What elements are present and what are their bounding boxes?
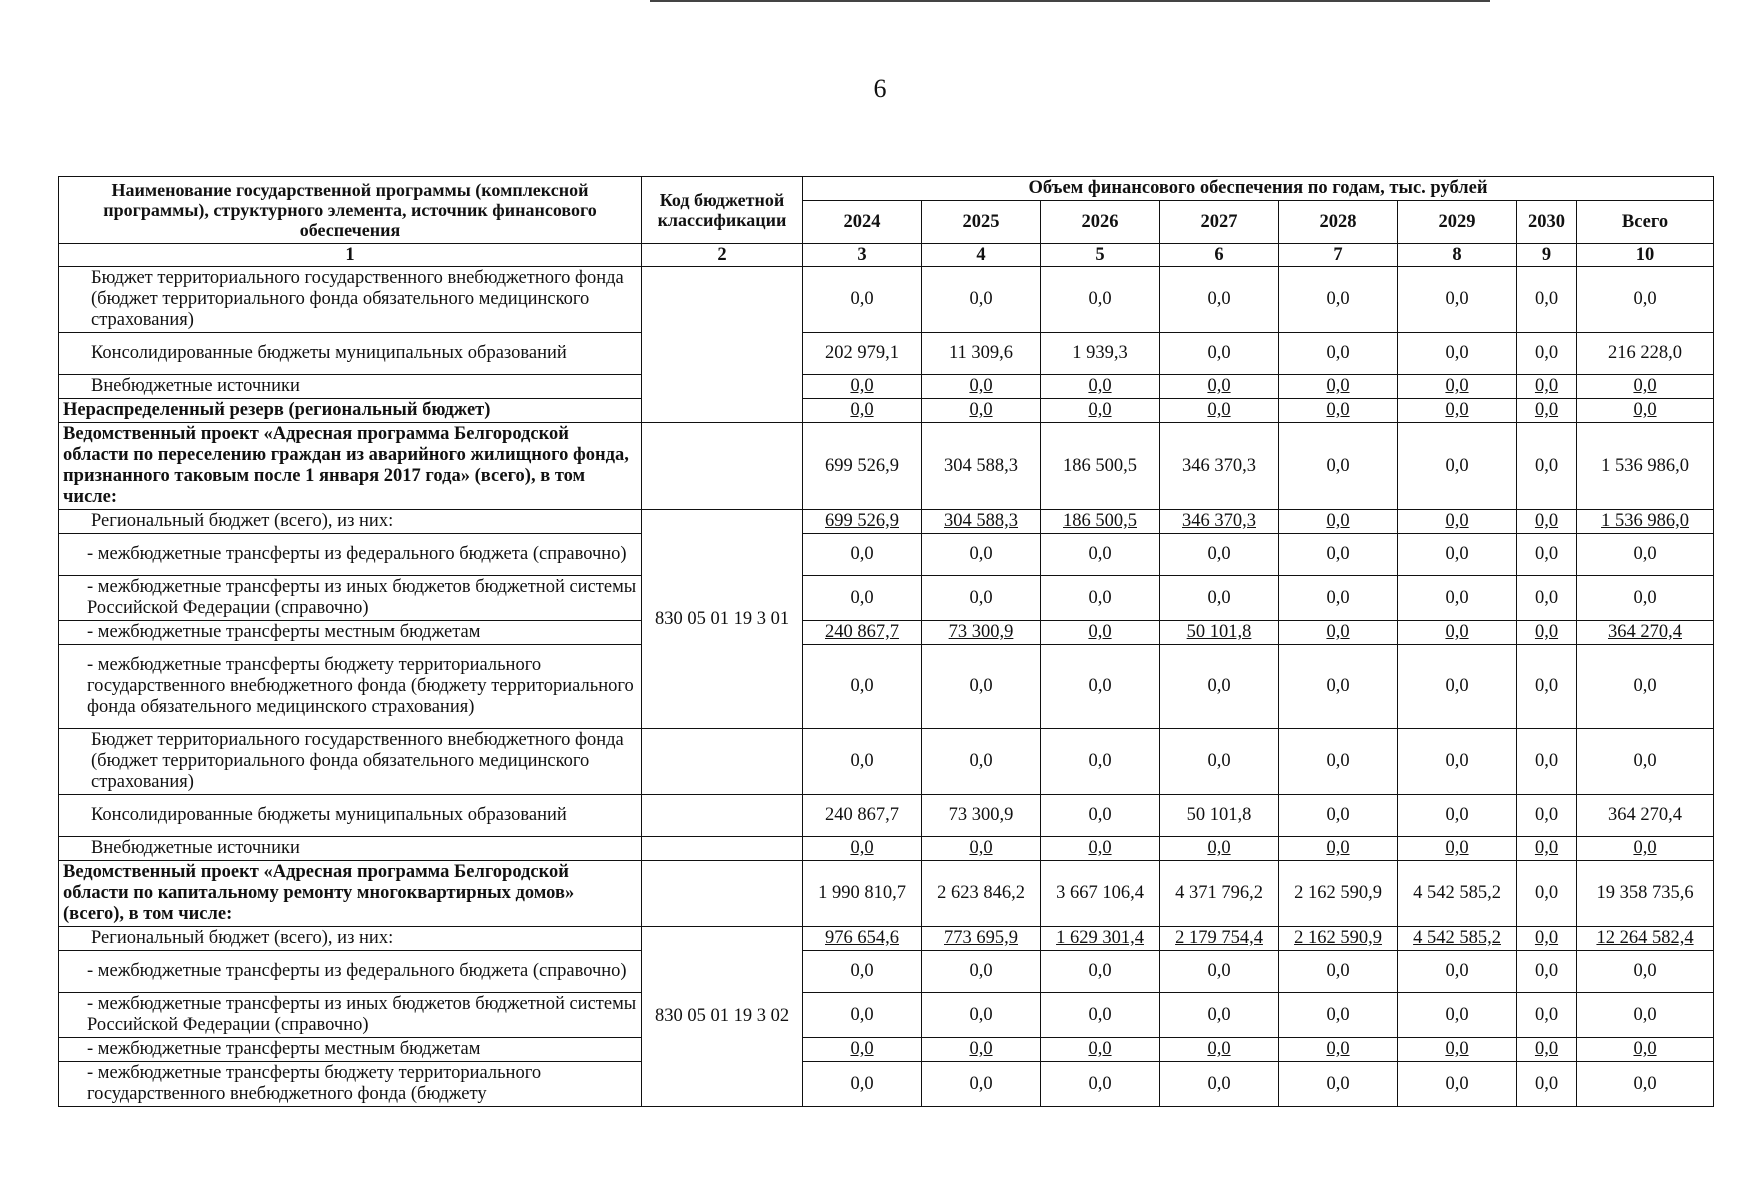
value-cell: 0,0 <box>1398 951 1517 993</box>
budget-code <box>642 267 803 423</box>
value-cell: 304 588,3 <box>922 423 1041 510</box>
column-number: 9 <box>1517 244 1577 267</box>
value-cell: 0,0 <box>1160 267 1279 333</box>
value-cell: 19 358 735,6 <box>1577 861 1714 927</box>
value-cell: 0,0 <box>1577 534 1714 576</box>
value-cell: 0,0 <box>803 993 922 1038</box>
budget-code <box>642 795 803 837</box>
value-cell: 1 536 986,0 <box>1577 510 1714 534</box>
value-cell: 0,0 <box>1041 645 1160 729</box>
budget-code <box>642 837 803 861</box>
value-cell: 2 623 846,2 <box>922 861 1041 927</box>
value-cell: 202 979,1 <box>803 333 922 375</box>
value-cell: 0,0 <box>1517 375 1577 399</box>
row-name: Ведомственный проект «Адресная программа Белгородской области по капитальному ремонту многоквартирных домов» (всего), в том числе: <box>59 861 642 927</box>
value-cell: 0,0 <box>1279 993 1398 1038</box>
value-cell: 1 990 810,7 <box>803 861 922 927</box>
value-cell: 0,0 <box>1398 795 1517 837</box>
value-cell: 0,0 <box>922 375 1041 399</box>
budget-code: 830 05 01 19 3 02 <box>642 927 803 1107</box>
value-cell: 0,0 <box>1577 375 1714 399</box>
value-cell: 0,0 <box>922 729 1041 795</box>
value-cell: 0,0 <box>1398 375 1517 399</box>
header-year: 2027 <box>1160 201 1279 244</box>
value-cell: 0,0 <box>803 645 922 729</box>
table-row <box>59 576 1714 621</box>
value-cell: 0,0 <box>1041 1038 1160 1062</box>
budget-code: 830 05 01 19 3 01 <box>642 510 803 729</box>
value-cell: 0,0 <box>1398 333 1517 375</box>
value-cell: 186 500,5 <box>1041 510 1160 534</box>
value-cell: 0,0 <box>1279 729 1398 795</box>
value-cell: 346 370,3 <box>1160 423 1279 510</box>
value-cell: 0,0 <box>1279 510 1398 534</box>
value-cell: 0,0 <box>1398 621 1517 645</box>
value-cell: 0,0 <box>1577 576 1714 621</box>
table-row <box>59 951 1714 993</box>
value-cell: 12 264 582,4 <box>1577 927 1714 951</box>
value-cell: 0,0 <box>1517 333 1577 375</box>
value-cell: 1 629 301,4 <box>1041 927 1160 951</box>
value-cell: 0,0 <box>1160 1038 1279 1062</box>
table-row <box>59 837 1714 861</box>
value-cell: 0,0 <box>1279 621 1398 645</box>
value-cell: 0,0 <box>1160 837 1279 861</box>
value-cell: 50 101,8 <box>1160 795 1279 837</box>
header-name: Наименование государственной программы (комплексной программы), структурного элемента, источник финансового обеспечения <box>59 177 642 244</box>
value-cell: 0,0 <box>1517 621 1577 645</box>
value-cell: 0,0 <box>803 837 922 861</box>
value-cell: 0,0 <box>803 951 922 993</box>
value-cell: 0,0 <box>803 1062 922 1107</box>
table-row <box>59 1038 1714 1062</box>
header-year: 2026 <box>1041 201 1160 244</box>
value-cell: 0,0 <box>1279 576 1398 621</box>
value-cell: 0,0 <box>1041 399 1160 423</box>
value-cell: 240 867,7 <box>803 795 922 837</box>
value-cell: 0,0 <box>1398 729 1517 795</box>
value-cell: 0,0 <box>1398 1038 1517 1062</box>
value-cell: 0,0 <box>1041 375 1160 399</box>
value-cell: 2 162 590,9 <box>1279 861 1398 927</box>
table-row <box>59 333 1714 375</box>
table-row <box>59 621 1714 645</box>
value-cell: 0,0 <box>1041 993 1160 1038</box>
value-cell: 346 370,3 <box>1160 510 1279 534</box>
column-number: 1 <box>59 244 642 267</box>
value-cell: 976 654,6 <box>803 927 922 951</box>
table-row <box>59 267 1714 333</box>
table-row <box>59 795 1714 837</box>
value-cell: 364 270,4 <box>1577 795 1714 837</box>
value-cell: 186 500,5 <box>1041 423 1160 510</box>
value-cell: 0,0 <box>1041 951 1160 993</box>
value-cell: 0,0 <box>1160 951 1279 993</box>
table-row <box>59 375 1714 399</box>
value-cell: 0,0 <box>1279 534 1398 576</box>
header-year: 2025 <box>922 201 1041 244</box>
value-cell: 0,0 <box>1279 795 1398 837</box>
value-cell: 0,0 <box>1398 267 1517 333</box>
value-cell: 0,0 <box>922 993 1041 1038</box>
value-cell: 0,0 <box>1517 1038 1577 1062</box>
value-cell: 73 300,9 <box>922 795 1041 837</box>
value-cell: 0,0 <box>1279 951 1398 993</box>
row-name: - межбюджетные трансферты бюджету территориального государственного внебюджетного фонда (бюджету <box>59 1062 642 1107</box>
row-name: Нераспределенный резерв (региональный бюджет) <box>59 399 642 423</box>
value-cell: 0,0 <box>1398 1062 1517 1107</box>
table-row <box>59 510 1714 534</box>
value-cell: 0,0 <box>1517 576 1577 621</box>
value-cell: 0,0 <box>803 375 922 399</box>
scan-artifact-line <box>650 0 1490 2</box>
value-cell: 0,0 <box>1279 1038 1398 1062</box>
column-number: 10 <box>1577 244 1714 267</box>
value-cell: 0,0 <box>1398 423 1517 510</box>
value-cell: 240 867,7 <box>803 621 922 645</box>
value-cell: 4 371 796,2 <box>1160 861 1279 927</box>
value-cell: 0,0 <box>922 534 1041 576</box>
header-funding: Объем финансового обеспечения по годам, тыс. рублей <box>803 177 1714 201</box>
value-cell: 0,0 <box>1160 375 1279 399</box>
row-name: - межбюджетные трансферты местным бюджетам <box>59 1038 642 1062</box>
value-cell: 0,0 <box>1398 399 1517 423</box>
value-cell: 0,0 <box>1517 795 1577 837</box>
value-cell: 0,0 <box>1279 375 1398 399</box>
value-cell: 0,0 <box>1398 837 1517 861</box>
value-cell: 0,0 <box>1517 729 1577 795</box>
header-year: 2028 <box>1279 201 1398 244</box>
table-header <box>59 177 1714 267</box>
row-name: Внебюджетные источники <box>59 837 642 861</box>
value-cell: 0,0 <box>1160 399 1279 423</box>
value-cell: 0,0 <box>1577 1038 1714 1062</box>
row-name: - межбюджетные трансферты местным бюджетам <box>59 621 642 645</box>
table-row <box>59 399 1714 423</box>
value-cell: 0,0 <box>1398 993 1517 1038</box>
value-cell: 0,0 <box>1577 837 1714 861</box>
value-cell: 0,0 <box>1279 1062 1398 1107</box>
value-cell: 0,0 <box>1577 645 1714 729</box>
value-cell: 0,0 <box>1041 795 1160 837</box>
row-name: - межбюджетные трансферты из иных бюджетов бюджетной системы Российской Федерации (справочно) <box>59 993 642 1038</box>
row-name: Ведомственный проект «Адресная программа Белгородской области по переселению граждан из аварийного жилищного фонда, признанного таковым после 1 января 2017 года» (всего), в том числе: <box>59 423 642 510</box>
row-name: - межбюджетные трансферты из федерального бюджета (справочно) <box>59 534 642 576</box>
row-name: Бюджет территориального государственного внебюджетного фонда (бюджет территориального фонда обязательного медицинского страхования) <box>59 729 642 795</box>
value-cell: 773 695,9 <box>922 927 1041 951</box>
value-cell: 0,0 <box>1279 333 1398 375</box>
value-cell: 0,0 <box>1517 927 1577 951</box>
value-cell: 0,0 <box>1041 534 1160 576</box>
table-row <box>59 861 1714 927</box>
value-cell: 0,0 <box>1517 399 1577 423</box>
value-cell: 0,0 <box>1517 1062 1577 1107</box>
value-cell: 699 526,9 <box>803 510 922 534</box>
value-cell: 0,0 <box>1517 837 1577 861</box>
value-cell: 0,0 <box>1398 534 1517 576</box>
column-number: 3 <box>803 244 922 267</box>
value-cell: 364 270,4 <box>1577 621 1714 645</box>
value-cell: 0,0 <box>1041 576 1160 621</box>
header-year: Всего <box>1577 201 1714 244</box>
column-number: 2 <box>642 244 803 267</box>
value-cell: 0,0 <box>803 1038 922 1062</box>
value-cell: 0,0 <box>1160 534 1279 576</box>
value-cell: 0,0 <box>1398 645 1517 729</box>
header-code: Код бюджетной классификации <box>642 177 803 244</box>
value-cell: 2 179 754,4 <box>1160 927 1279 951</box>
row-name: - межбюджетные трансферты из федерального бюджета (справочно) <box>59 951 642 993</box>
value-cell: 0,0 <box>1041 1062 1160 1107</box>
table-row <box>59 645 1714 729</box>
row-name: Региональный бюджет (всего), из них: <box>59 927 642 951</box>
value-cell: 0,0 <box>1041 621 1160 645</box>
table-row <box>59 993 1714 1038</box>
value-cell: 1 536 986,0 <box>1577 423 1714 510</box>
value-cell: 0,0 <box>1517 861 1577 927</box>
table-body <box>59 267 1714 1107</box>
value-cell: 2 162 590,9 <box>1279 927 1398 951</box>
table-row <box>59 423 1714 510</box>
value-cell: 0,0 <box>1517 993 1577 1038</box>
value-cell: 0,0 <box>1577 951 1714 993</box>
value-cell: 0,0 <box>1398 576 1517 621</box>
value-cell: 0,0 <box>803 267 922 333</box>
value-cell: 699 526,9 <box>803 423 922 510</box>
table-row <box>59 534 1714 576</box>
header-year: 2030 <box>1517 201 1577 244</box>
value-cell: 0,0 <box>1041 267 1160 333</box>
table-row <box>59 927 1714 951</box>
value-cell: 0,0 <box>1279 645 1398 729</box>
value-cell: 0,0 <box>1577 1062 1714 1107</box>
value-cell: 0,0 <box>1279 399 1398 423</box>
value-cell: 3 667 106,4 <box>1041 861 1160 927</box>
value-cell: 0,0 <box>1517 423 1577 510</box>
value-cell: 0,0 <box>922 1062 1041 1107</box>
value-cell: 0,0 <box>1041 729 1160 795</box>
row-name: - межбюджетные трансферты бюджету территориального государственного внебюджетного фонда (бюджету территориального фонда обязательного медицинского страхования) <box>59 645 642 729</box>
value-cell: 0,0 <box>1517 267 1577 333</box>
page-number: 6 <box>873 74 887 103</box>
table-row <box>59 729 1714 795</box>
row-name: - межбюджетные трансферты из иных бюджетов бюджетной системы Российской Федерации (справочно) <box>59 576 642 621</box>
value-cell: 0,0 <box>1160 993 1279 1038</box>
value-cell: 0,0 <box>1517 951 1577 993</box>
value-cell: 0,0 <box>1577 267 1714 333</box>
value-cell: 73 300,9 <box>922 621 1041 645</box>
value-cell: 1 939,3 <box>1041 333 1160 375</box>
budget-table <box>58 176 1714 1107</box>
value-cell: 0,0 <box>922 399 1041 423</box>
header-year: 2029 <box>1398 201 1517 244</box>
column-number: 8 <box>1398 244 1517 267</box>
value-cell: 0,0 <box>1160 1062 1279 1107</box>
column-number: 5 <box>1041 244 1160 267</box>
row-name: Внебюджетные источники <box>59 375 642 399</box>
value-cell: 0,0 <box>1160 576 1279 621</box>
table-row <box>59 1062 1714 1107</box>
row-name: Консолидированные бюджеты муниципальных образований <box>59 333 642 375</box>
value-cell: 0,0 <box>1577 399 1714 423</box>
value-cell: 0,0 <box>1279 267 1398 333</box>
value-cell: 0,0 <box>1517 645 1577 729</box>
value-cell: 0,0 <box>1517 534 1577 576</box>
value-cell: 0,0 <box>1577 729 1714 795</box>
value-cell: 0,0 <box>922 1038 1041 1062</box>
value-cell: 0,0 <box>1398 510 1517 534</box>
value-cell: 4 542 585,2 <box>1398 927 1517 951</box>
value-cell: 0,0 <box>922 837 1041 861</box>
column-number: 4 <box>922 244 1041 267</box>
value-cell: 0,0 <box>803 576 922 621</box>
budget-code <box>642 423 803 510</box>
row-name: Бюджет территориального государственного внебюджетного фонда (бюджет территориального фонда обязательного медицинского страхования) <box>59 267 642 333</box>
row-name: Консолидированные бюджеты муниципальных образований <box>59 795 642 837</box>
value-cell: 0,0 <box>1577 993 1714 1038</box>
value-cell: 0,0 <box>1041 837 1160 861</box>
value-cell: 0,0 <box>922 645 1041 729</box>
budget-code <box>642 729 803 795</box>
value-cell: 304 588,3 <box>922 510 1041 534</box>
value-cell: 0,0 <box>922 576 1041 621</box>
value-cell: 0,0 <box>922 951 1041 993</box>
value-cell: 0,0 <box>1160 333 1279 375</box>
value-cell: 0,0 <box>1279 837 1398 861</box>
value-cell: 216 228,0 <box>1577 333 1714 375</box>
column-number: 6 <box>1160 244 1279 267</box>
value-cell: 50 101,8 <box>1160 621 1279 645</box>
value-cell: 0,0 <box>1160 645 1279 729</box>
value-cell: 0,0 <box>803 534 922 576</box>
row-name: Региональный бюджет (всего), из них: <box>59 510 642 534</box>
value-cell: 0,0 <box>1160 729 1279 795</box>
value-cell: 0,0 <box>1517 510 1577 534</box>
value-cell: 11 309,6 <box>922 333 1041 375</box>
value-cell: 0,0 <box>803 399 922 423</box>
budget-code <box>642 861 803 927</box>
value-cell: 0,0 <box>1279 423 1398 510</box>
value-cell: 4 542 585,2 <box>1398 861 1517 927</box>
value-cell: 0,0 <box>803 729 922 795</box>
header-year: 2024 <box>803 201 922 244</box>
column-number: 7 <box>1279 244 1398 267</box>
value-cell: 0,0 <box>922 267 1041 333</box>
